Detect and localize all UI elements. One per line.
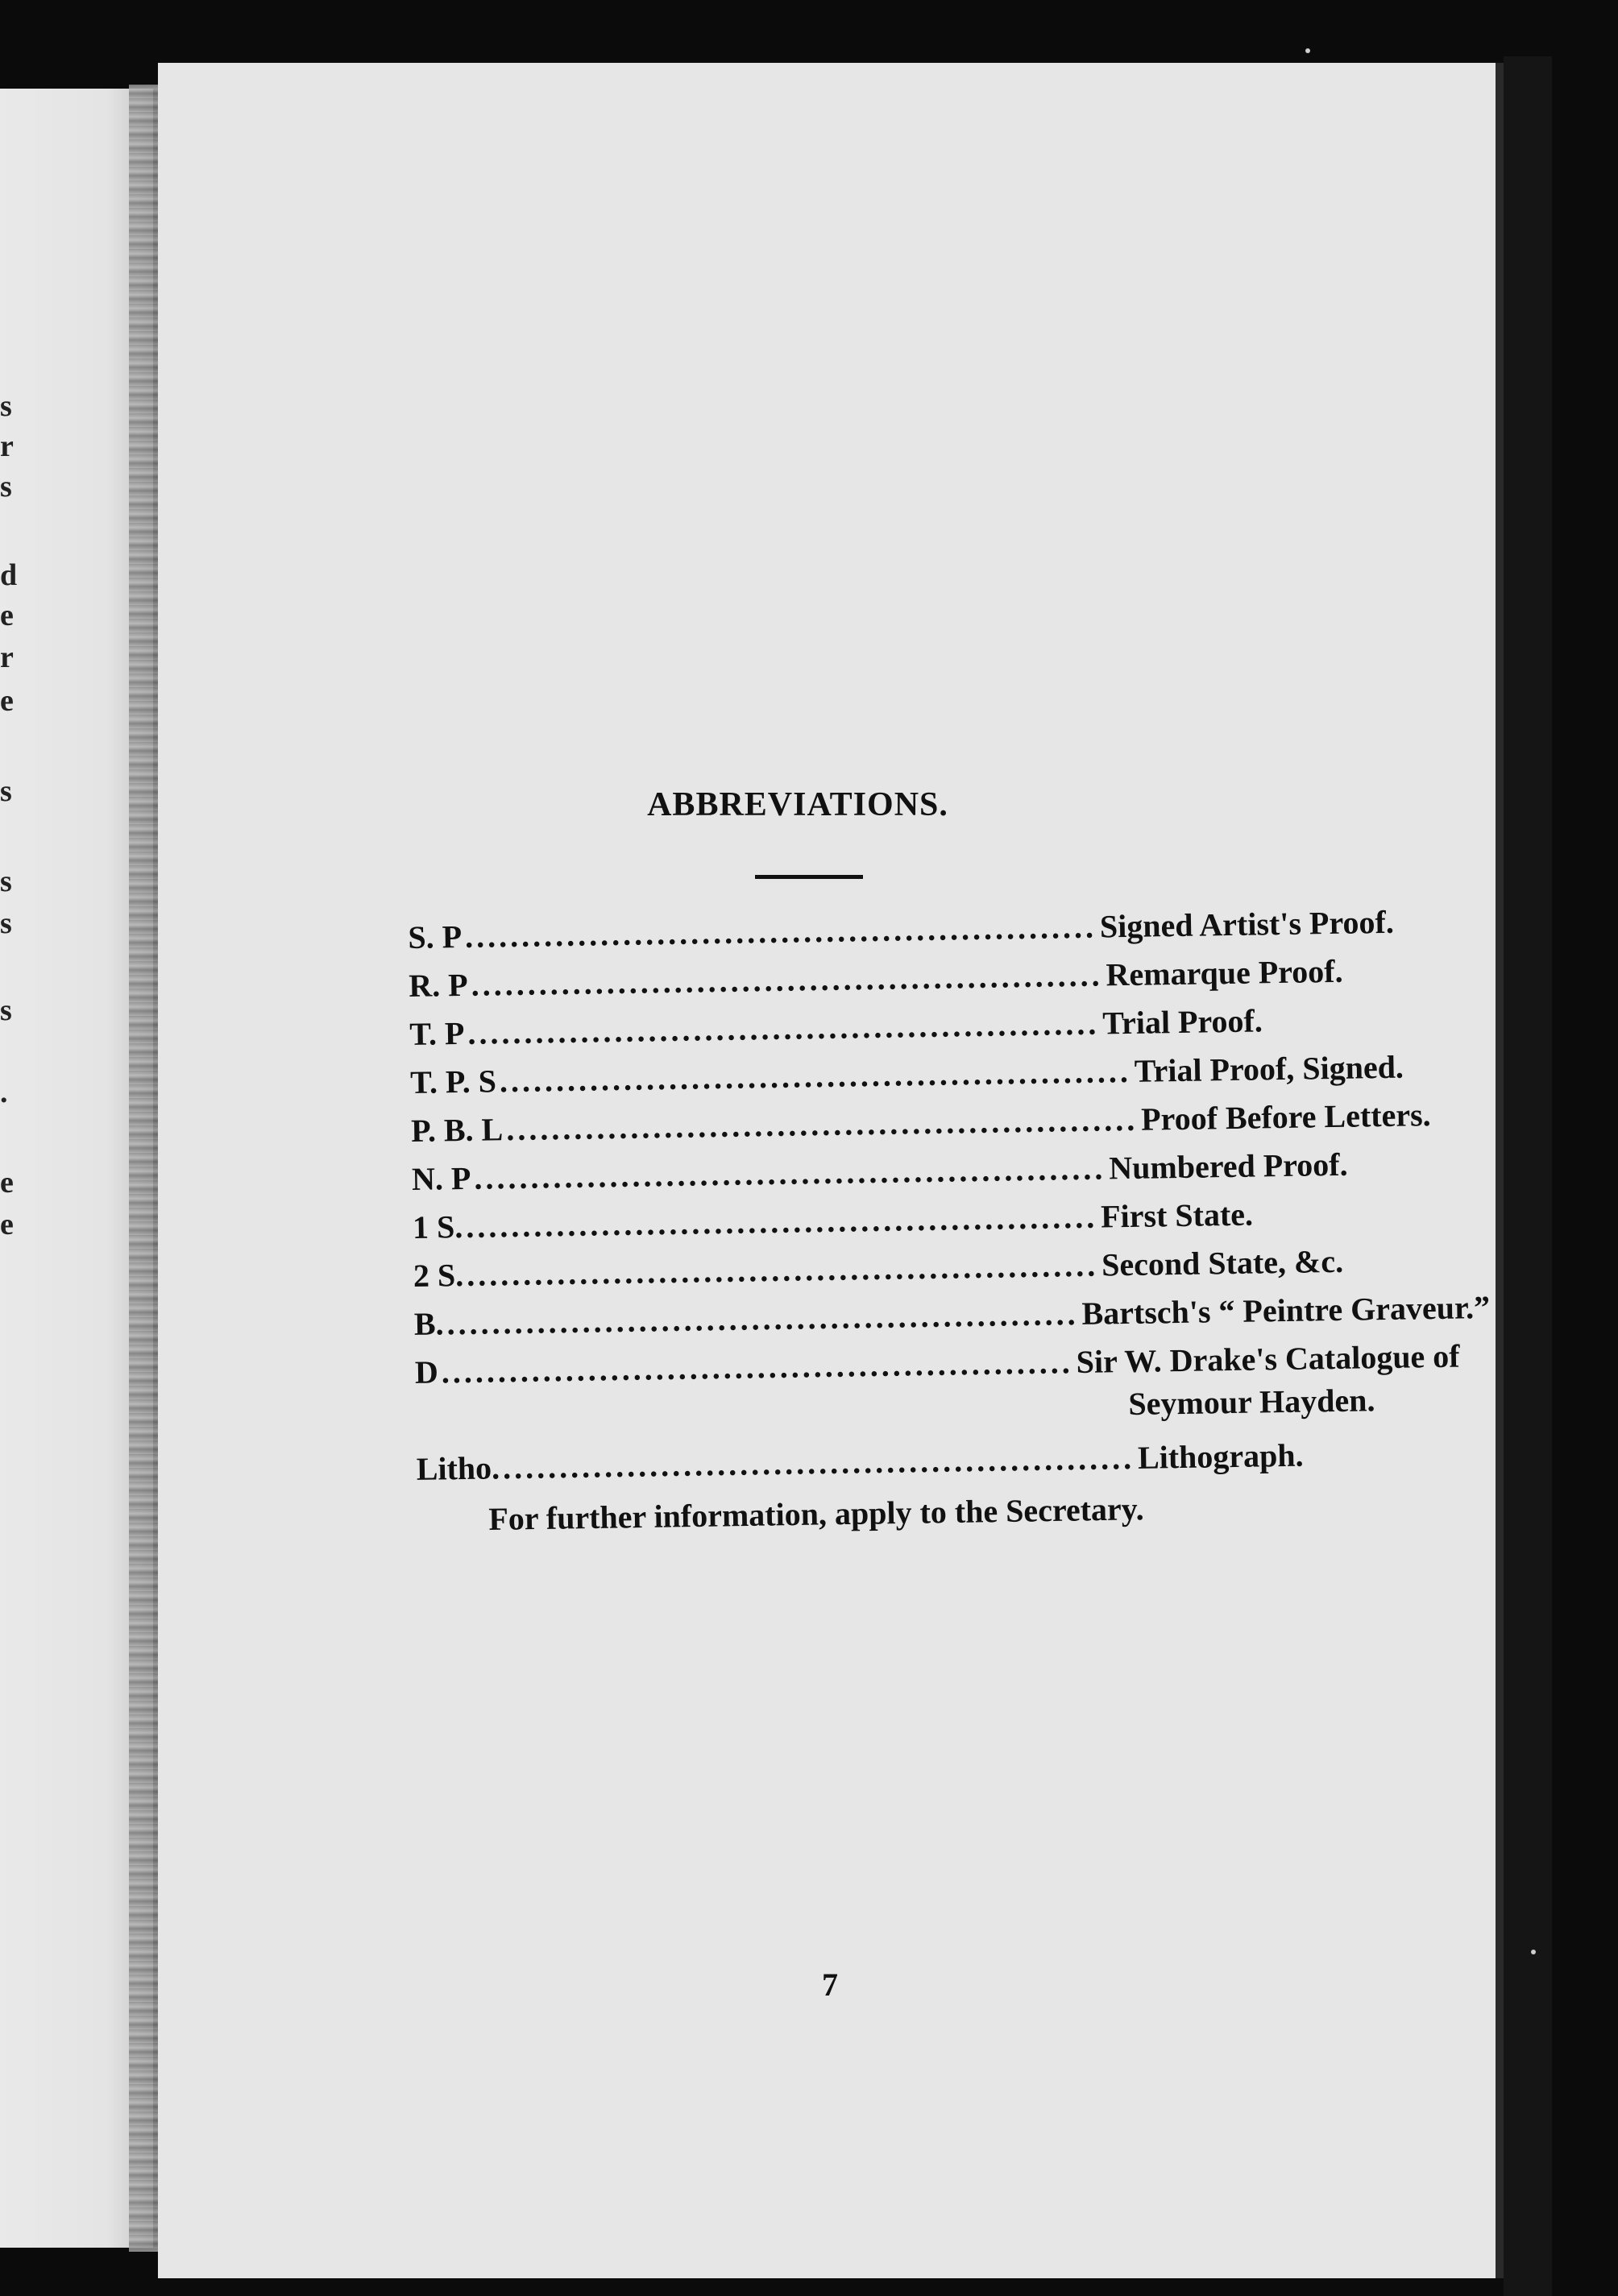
abbreviation-definition: Remarque Proof. (1106, 952, 1343, 993)
dot-leader: ........................................................ (471, 956, 1103, 1003)
dot-leader: ........................................................ (446, 1295, 1079, 1342)
abbreviation: N. P (411, 1159, 471, 1197)
dot-leader: ........................................................ (499, 1052, 1132, 1100)
abbreviation-definition (1076, 1336, 1548, 1424)
abbreviation-list (408, 903, 1491, 1498)
abbreviation: T. P. S (409, 1063, 497, 1100)
dot-leader: ........................................................ (505, 1100, 1139, 1148)
left-page-text-fragment: s (0, 470, 12, 504)
abbreviation-definition: Numbered Proof. (1108, 1146, 1348, 1187)
abbreviation: S. P (408, 918, 463, 955)
abbreviation-definition: Second State, &c. (1101, 1242, 1344, 1283)
dot-leader: ........................................................ (474, 1150, 1106, 1196)
left-page-text-fragment: s (0, 906, 12, 940)
left-page-text-fragment: e (0, 1208, 14, 1241)
abbreviation: D (414, 1353, 439, 1390)
abbreviation-entry (414, 1337, 1460, 1449)
left-page-text-fragment: s (0, 774, 12, 808)
definition-line: Seymour Hayden. (1128, 1382, 1375, 1423)
page-number: 7 (822, 1967, 838, 2003)
dust-speck (1305, 48, 1310, 53)
abbreviation-definition: Trial Proof. (1101, 1002, 1263, 1042)
dot-leader: ........................................................ (467, 1005, 1100, 1051)
abbreviation-definition: Signed Artist's Proof. (1099, 903, 1395, 945)
secretary-note: For further information, apply to the Secretary. (488, 1490, 1144, 1537)
dot-leader: ........................................................ (441, 1344, 1073, 1390)
abbreviation-definition: First State. (1100, 1196, 1254, 1235)
abbreviation-definition: Trial Proof, Signed. (1134, 1048, 1404, 1089)
left-page-text-fragment: e (0, 1166, 14, 1200)
dot-leader: ........................................................ (465, 1198, 1098, 1245)
book-gutter (129, 85, 160, 2252)
abbreviation-definition: Bartsch's “ Peintre Graveur.” (1081, 1288, 1491, 1332)
left-page-text-fragment: r (0, 429, 14, 463)
left-page-text-fragment: r (0, 640, 14, 674)
left-page-text-fragment: d (0, 558, 18, 592)
dot-leader: ........................................................ (464, 908, 1097, 955)
abbreviation: R. P (408, 966, 468, 1004)
abbreviation-definition: Lithograph. (1137, 1436, 1304, 1476)
definition-line: Sir W. Drake's Catalogue of (1076, 1337, 1460, 1381)
abbreviation: B. (413, 1305, 444, 1342)
abbreviation: 2 S. (413, 1256, 464, 1294)
left-page-text-fragment: . (0, 1075, 8, 1109)
left-page-text-fragment: s (0, 993, 12, 1027)
page-title: ABBREVIATIONS. (647, 786, 948, 823)
left-page-text-fragment: e (0, 684, 14, 718)
abbreviation: T. P (409, 1014, 465, 1052)
title-rule (755, 875, 863, 879)
abbreviation-definition: Proof Before Letters. (1140, 1096, 1431, 1138)
dot-leader: ........................................................ (466, 1246, 1099, 1293)
dust-speck (1531, 1950, 1536, 1954)
abbreviation: Litho. (416, 1449, 500, 1487)
abbreviation: 1 S. (412, 1208, 463, 1245)
abbreviation: P. B. L (410, 1111, 504, 1149)
left-page-text-fragment: s (0, 389, 12, 423)
dot-leader: ........................................................ (502, 1439, 1135, 1486)
left-page-text-fragment: s (0, 864, 12, 898)
left-page-text-fragment: e (0, 599, 14, 632)
